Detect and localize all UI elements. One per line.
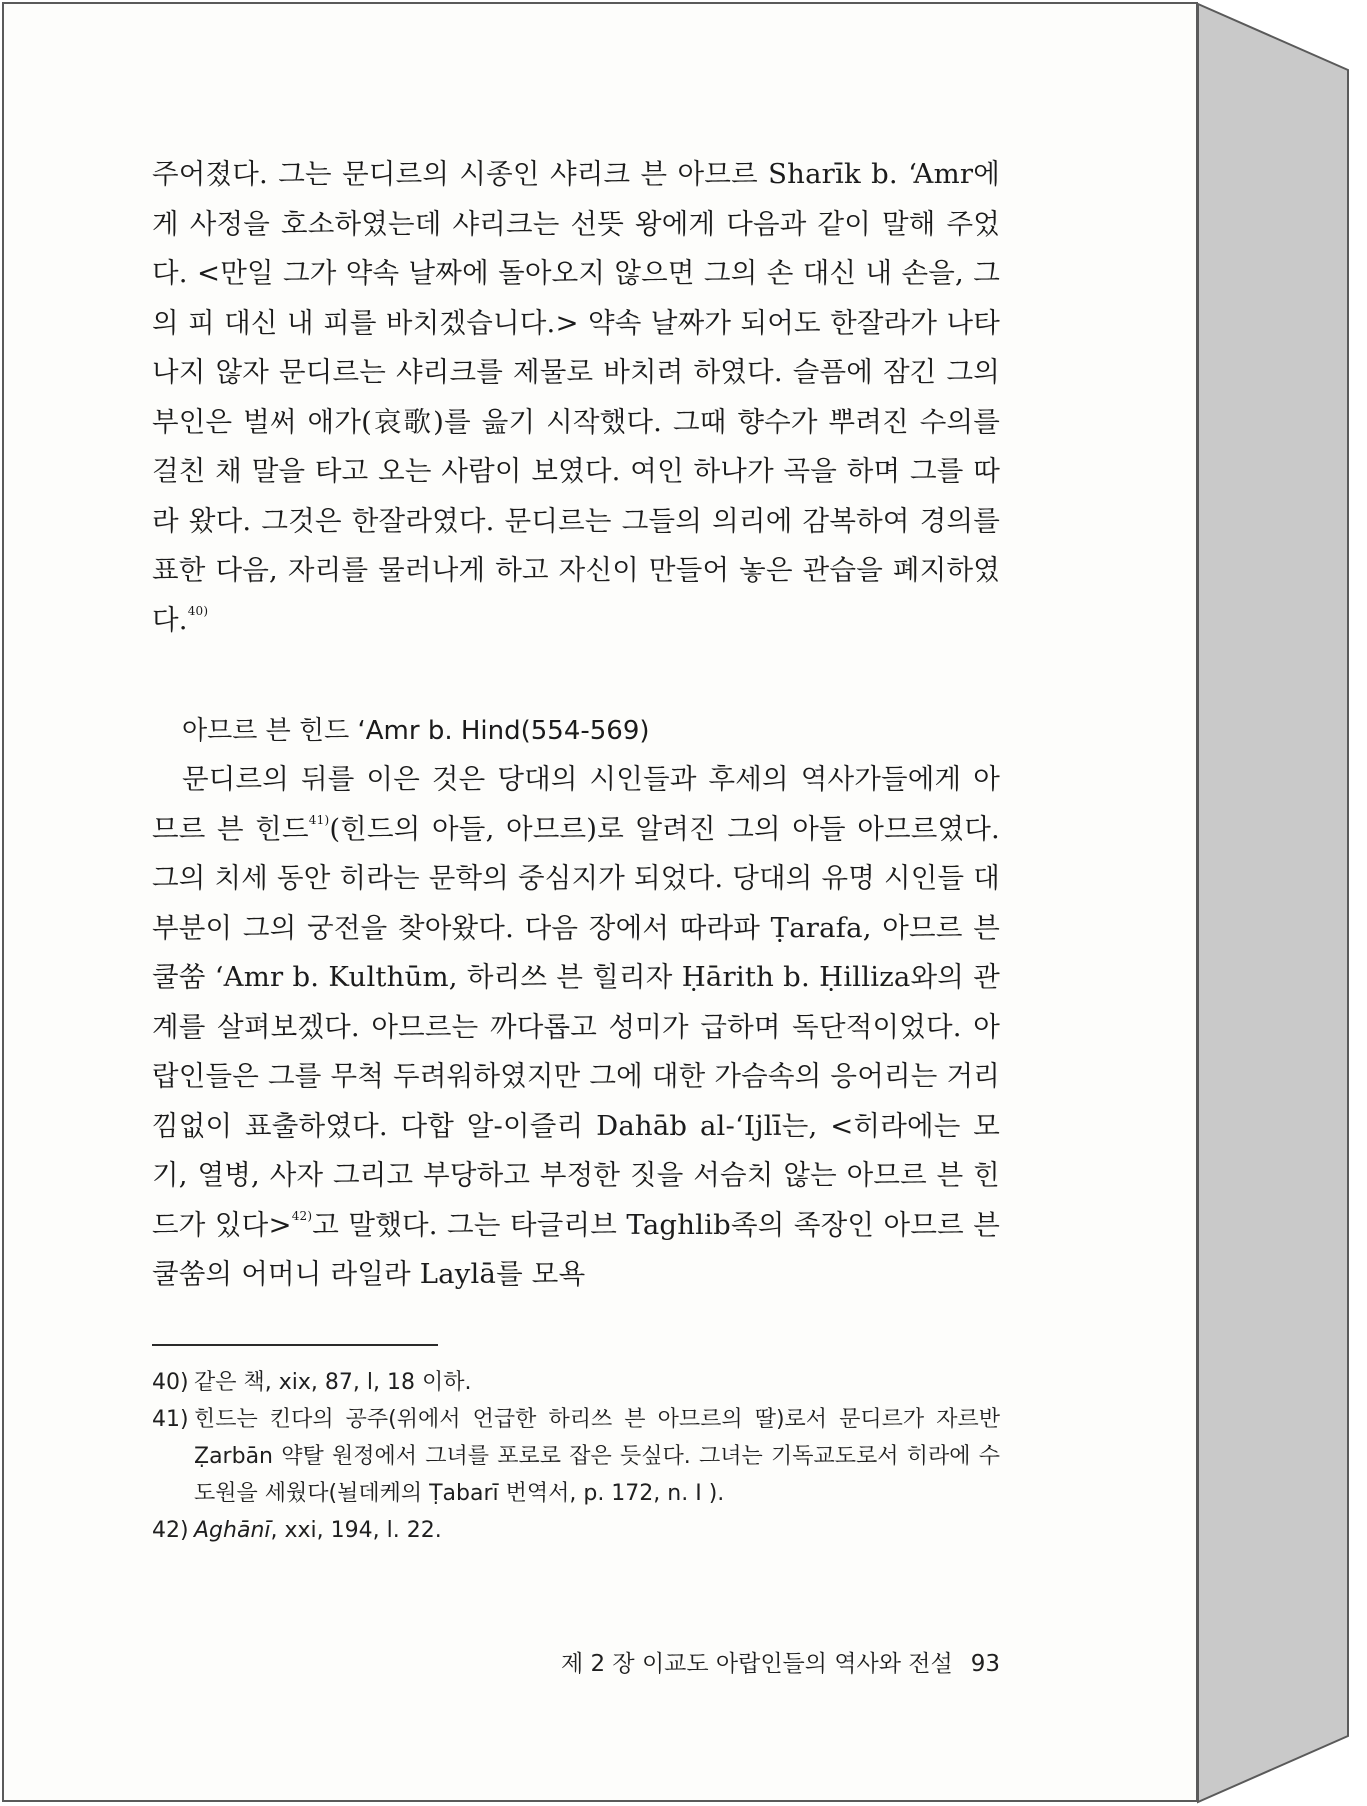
footnote-42 (152, 1512, 1000, 1549)
paragraph-text: 문디르의 뒤를 이은 것은 당대의 시인들과 후세의 역사가들에게 아므르 븐 힌드 (152, 763, 1000, 845)
footnote-marker-41: 41) (308, 812, 330, 827)
footnote-number: 41) (152, 1406, 189, 1432)
paragraph-text: 고 말했다. 그는 타글리브 Taghlib족의 족장인 아므르 븐 쿨쑴의 어머니 라일라 Laylā를 모욕 (152, 1208, 1001, 1290)
body-paragraph-2 (152, 755, 1000, 1300)
footnote-marker-42: 42) (291, 1208, 313, 1223)
footnote-source-title: Aghānī (194, 1517, 271, 1543)
section-heading: 아므르 븐 힌드 ‘Amr b. Hind(554-569) (182, 716, 650, 746)
footnote-marker-40: 40) (187, 603, 209, 618)
footnote-text: 힌드는 킨다의 공주(위에서 언급한 하리쓰 븐 아므르의 딸)로서 문디르가 자르반 Ẓarbān 약탈 원정에서 그녀를 포로로 잡은 듯싶다. 그녀는 기독교도로서 히라에 수도원을 세웠다(뇔데케의 Ṭabarī 번역서, p. 172, n. I ). (194, 1406, 1000, 1506)
footnote-40 (152, 1364, 1000, 1401)
chapter-title: 제 2 장 이교도 아랍인들의 역사와 전설 (560, 1651, 953, 1677)
footnote-text: 같은 책, xix, 87, l, 18 이하. (194, 1369, 472, 1395)
paragraph-text: 주어졌다. 그는 문디르의 시종인 샤리크 븐 아므르 Sharīk b. ‘Amr에게 사정을 호소하였는데 샤리크는 선뜻 왕에게 다음과 같이 말해 주었다. <만일 그가 약속 날짜에 돌아오지 않으면 그의 손 대신 내 손을, 그의 피 대신 내 피를 바치겠습니다.> 약속 날짜가 되어도 한잘라가 나타나지 않자 문디르는 샤리크를 제물로 바치려 하였다. 슬픔에 잠긴 그의 부인은 벌써 애가(哀歌)를 읊기 시작했다. 그때 향수가 뿌려진 수의를 걸친 채 말을 타고 오는 사람이 보였다. 여인 하나가 곡을 하며 그를 따라 왔다. 그것은 한잘라였다. 문디르는 그들의 의리에 감복하여 경의를 표한 다음, 자리를 물러나게 하고 자신이 만들어 놓은 관습을 폐지하였다. (152, 158, 1000, 636)
footnote-divider (152, 1344, 438, 1346)
footnotes (152, 1364, 1000, 1549)
footnote-source-detail: , xxi, 194, l. 22. (270, 1517, 442, 1543)
body-paragraph-1 (152, 150, 1000, 645)
footnote-41 (152, 1401, 1000, 1512)
footnote-number: 42) (152, 1517, 189, 1543)
page-content (152, 150, 1000, 1549)
running-footer (152, 1648, 1000, 1680)
page-number: 93 (970, 1651, 1000, 1677)
footnote-text (194, 1512, 1000, 1549)
footnote-number: 40) (152, 1369, 189, 1395)
paragraph-text: (힌드의 아들, 아므르)로 알려진 그의 아들 아므르였다. 그의 치세 동안 히라는 문학의 중심지가 되었다. 당대의 유명 시인들 대부분이 그의 궁전을 찾아왔다. 다음 장에서 따라파 Ṭarafa, 아므르 븐 쿨쑴 ‘Amr b. Kulthūm, 하리쓰 븐 힐리자 Ḥārith b. Ḥilliza와의 관계를 살펴보겠다. 아므르는 까다롭고 성미가 급하며 독단적이었다. 아랍인들은 그를 무척 두려워하였지만 그에 대한 가슴속의 응어리는 거리낌없이 표출하였다. 다합 알-이즐리 Dahāb al-‘Ijlī는, <히라에는 모기, 열병, 사자 그리고 부당하고 부정한 짓을 서슴치 않는 아므르 븐 힌드가 있다> (152, 812, 1000, 1241)
